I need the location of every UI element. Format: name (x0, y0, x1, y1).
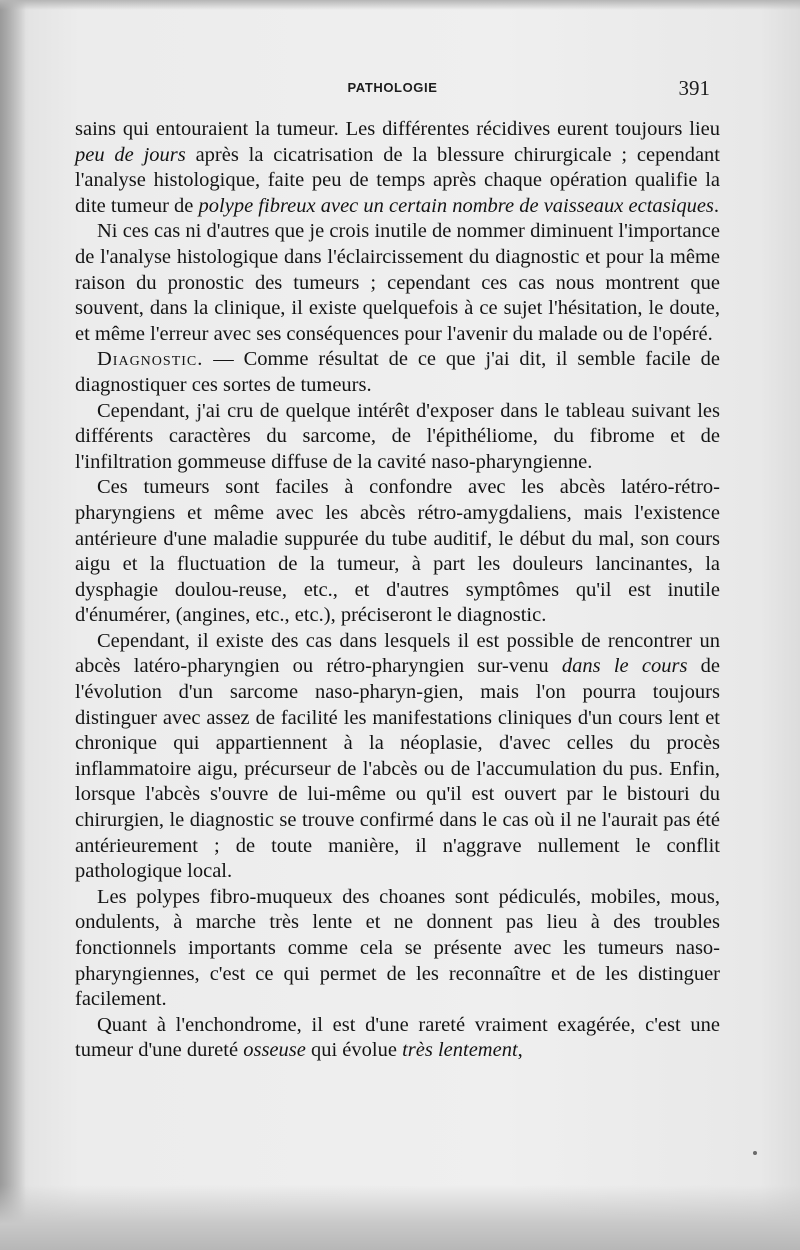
italic-run: peu de jours (75, 143, 186, 166)
page-number: 391 (678, 76, 710, 100)
running-head: PATHOLOGIE (347, 80, 438, 95)
paragraph (75, 885, 720, 1013)
italic-run: polype fibreux avec un certain nombre de vaisseaux ectasiques (198, 194, 714, 217)
text-run: Quant à l'enchondrome, il est d'une rareté vraiment exagérée, c'est une tumeur d'une dureté (75, 1013, 720, 1062)
text-run: Les polypes fibro-muqueux des choanes sont pédiculés, mobiles, mous, ondulents, à marche très lente et ne donnent pas lieu à des troubles fonctionnels importants comme cela se présente avec les tumeurs naso-pharyngiennes, c'est ce qui permet de les reconnaître et de les distinguer facilement. (75, 885, 720, 1011)
italic-run: très lentement (402, 1039, 518, 1062)
body-text (75, 117, 720, 1064)
paragraph (75, 399, 720, 476)
paragraph (75, 475, 720, 629)
paragraph (75, 219, 720, 347)
text-run: Cependant, il existe des cas dans lesquels il est possible de rencontrer un abcès latéro-pharyngien ou rétro-pharyngien sur-venu (75, 629, 720, 678)
text-run: de l'évolution d'un sarcome naso-pharyn-gien, mais l'on pourra toujours distinguer avec assez de facilité les manifestations cliniques d'un cours lent et chronique qui appartiennent à la néoplasie, d'avec celles du procès inflammatoire aigu, précurseur de l'abcès ou de l'accumulation du pus. Enfin, lorsque l'abcès s'ouvre de lui-même ou qu'il est ouvert par le bistouri du chirurgien, le diagnostic se trouve confirmé dans le cas où il ne l'aurait pas été antérieurement ; de toute manière, il n'aggrave nullement le conflit pathologique local. (75, 655, 720, 883)
text-run: après la cicatrisation de la blessure chirurgicale ; cependant l'analyse histologique, faite peu de temps après chaque opération qualifie la dite tumeur de (75, 143, 720, 217)
text-run: sains qui entouraient la tumeur. Les différentes récidives eurent toujours lieu (75, 118, 720, 140)
italic-run: osseuse (243, 1039, 306, 1062)
page-bottom-edge (0, 1185, 800, 1250)
paragraph (75, 629, 720, 885)
paragraph (75, 347, 720, 398)
paragraph (75, 117, 720, 219)
text-run: qui évolue (305, 1039, 403, 1062)
paragraph (75, 1013, 720, 1064)
scan-speck (753, 1151, 757, 1155)
text-run: Cependant, j'ai cru de quelque intérêt d'exposer dans le tableau suivant les différents caractères du sarcome, de l'épithéliome, du fibrome et de l'infiltration gommeuse diffuse de la cavité naso-pharyngienne. (75, 399, 720, 473)
text-run: . (713, 194, 720, 217)
page-top-edge (0, 0, 800, 10)
page-header (75, 76, 710, 102)
italic-run: dans le cours (561, 655, 688, 678)
text-run: , (517, 1039, 523, 1062)
binding-shadow (0, 0, 26, 1250)
text-run: Ni ces cas ni d'autres que je crois inutile de nommer diminuent l'importance de l'analyse histologique dans l'éclaircissement du diagnostic et pour la même raison du pronostic des tumeurs ; cependant ces cas nous montrent que souvent, dans la clinique, il existe quelquefois à ce sujet l'hésitation, le doute, et même l'erreur avec ses conséquences pour l'avenir du malade ou de l'opéré. (75, 220, 720, 345)
text-run: Ces tumeurs sont faciles à confondre avec les abcès latéro-rétro-pharyngiens et même avec les abcès rétro-amygdaliens, mais l'existence antérieure d'une maladie suppurée du tube auditif, le début du mal, son cours aigu et la fluctuation de la tumeur, à part les douleurs lancinantes, la dysphagie doulou-reuse, etc., et d'autres symptômes qu'il est inutile d'énumérer, (angines, etc., etc.), préciseront le diagnostic. (75, 476, 720, 627)
section-heading: Diagnostic. (97, 348, 204, 371)
text-run: — Comme résultat de ce que j'ai dit, il semble facile de diagnostiquer ces sortes de tumeurs. (75, 348, 720, 396)
